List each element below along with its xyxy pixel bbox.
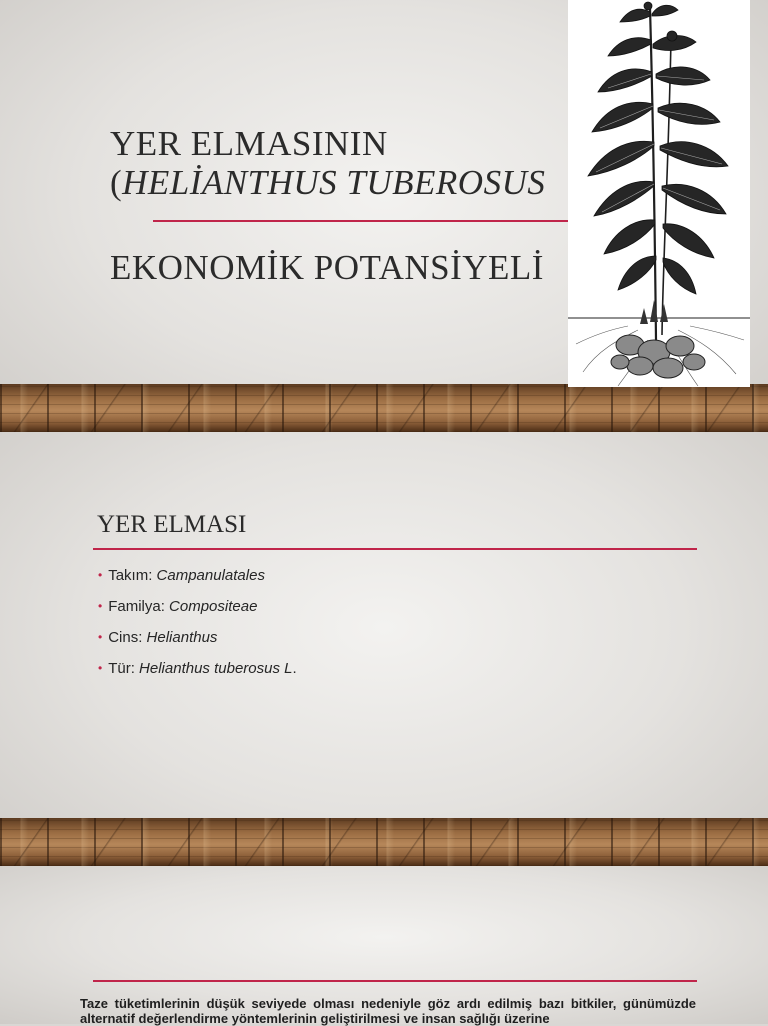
list-item [98, 597, 297, 628]
slide-3-accent-line [93, 980, 697, 982]
bullet-dot-icon: • [98, 661, 103, 675]
slide-2-accent-line [93, 548, 697, 550]
title-paren: ( [110, 163, 123, 202]
plant-illustration [568, 0, 750, 387]
list-item-value: Helianthus [146, 629, 218, 646]
list-item-value: Campanulatales [156, 567, 265, 584]
slide-1 [0, 0, 768, 432]
list-item-label: Takım: [108, 567, 157, 584]
list-item-value: Helianthus tuberosus L [139, 660, 293, 677]
list-item-label: Cins: [108, 629, 147, 646]
list-item [98, 566, 297, 597]
slide-1-title-line-2 [110, 163, 545, 203]
list-item-label: Familya: [108, 598, 170, 615]
wood-floor-band [0, 818, 768, 866]
bullet-dot-icon: • [98, 630, 103, 644]
list-item-value: Compositeae [169, 598, 258, 615]
sunchoke-plant-icon [568, 0, 750, 387]
slide-1-title-line-3: EKONOMİK POTANSİYELİ [110, 248, 544, 287]
slide-1-accent-line [153, 220, 575, 222]
list-item-label: Tür: [108, 660, 140, 677]
slide-1-title-line-1: YER ELMASININ [110, 124, 388, 163]
list-item-suffix: . [292, 660, 297, 677]
wood-floor-band [0, 384, 768, 432]
slide-3-paragraph: Taze tüketimlerinin düşük seviyede olması nedeniyle göz ardı edilmiş bazı bitkiler, günümüzde alternatif değerlendirme yöntemlerinin geliştirilmesi ve insan sağlığı üzerine [80, 996, 696, 1026]
list-item [98, 659, 297, 690]
bullet-dot-icon: • [98, 599, 103, 613]
bullet-dot-icon: • [98, 568, 103, 582]
list-item [98, 628, 297, 659]
scientific-name: HELİANTHUS TUBEROSUS [122, 163, 546, 202]
taxonomy-list [98, 566, 297, 690]
slide-2-title: YER ELMASI [97, 511, 247, 538]
